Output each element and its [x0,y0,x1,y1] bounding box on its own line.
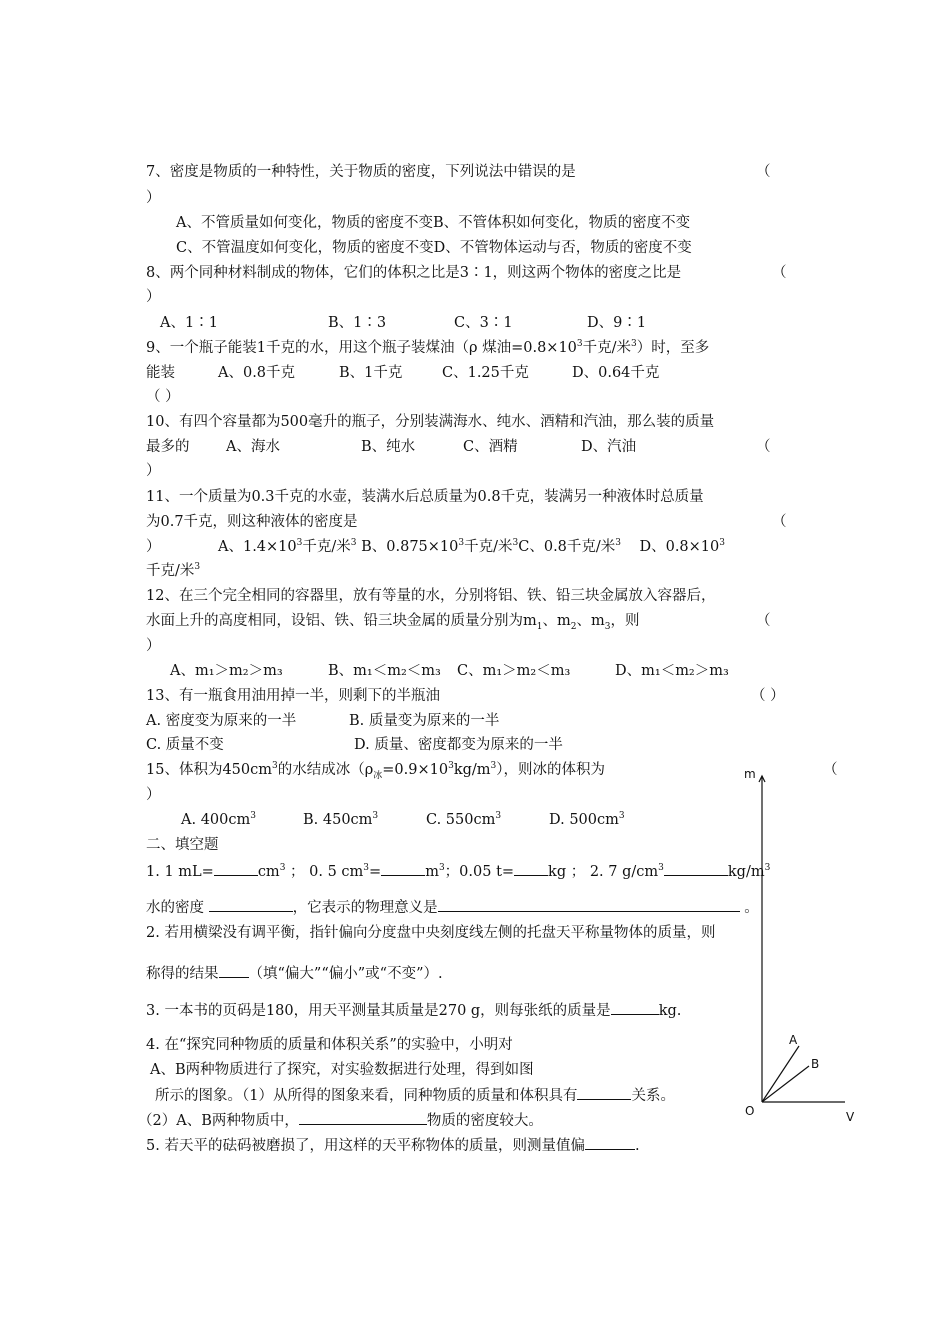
graph-label-b: B [811,1057,820,1071]
f3-blank[interactable] [611,1000,659,1015]
section-title: 二、填空题 [146,837,219,853]
q11-paren-open: （ [772,514,787,530]
q8-option-b: B、1∶3 [328,315,387,331]
q13-option-a: A. 密度变为原来的一半 [146,713,297,729]
f3-line: 3. 一本书的页码是180，用天平测量其质量是270 g，则每张纸的质量是 kg. [146,1000,681,1021]
q8-paren-open: （ [772,265,787,281]
q11-stem: 11、一个质量为0.3千克的水壶，装满水后总质量为0.8千克，装满另一种液体时总质量 [146,489,704,505]
q9-option-a: A、0.8千克 [218,365,296,381]
q13-paren: （ ） [751,688,785,704]
q12-option-d: D、m₁＜m₂＞m₃ [615,663,729,679]
q10-option-c: C、酒精 [463,439,518,455]
q13-stem: 13、有一瓶食用油用掉一半，则剩下的半瓶油 [146,688,440,704]
f1-blank-4[interactable] [664,861,728,876]
q8-option-a: A、1∶1 [160,315,218,331]
graph-y-label: m [744,767,756,781]
q12-option-b: B、m₁＜m₂＜m₃ [328,663,441,679]
graph-line-a [762,1046,799,1102]
f1-blank-density[interactable] [209,897,293,912]
q13-option-c: C. 质量不变 [146,737,224,753]
q15-stem: 15、体积为$450cm^3$的水结成冰$(\rho_冰=0.9\times 10^3kg/m^3)$，则冰的体积为 [146,761,606,781]
q9-line2-lead: 能装 [146,365,175,381]
graph-line-b [762,1066,809,1102]
f2-line2: 称得的结果 （填“偏大”“偏小”或“不变”）. [146,963,443,984]
q7-options-cd: C、不管温度如何变化，物质的密度不变D、不管物体运动与否，物质的密度不变 [176,240,692,256]
f4-line2: A、B两种物质进行了探究，对实验数据进行处理，得到如图 [150,1062,534,1078]
f1-blank-2[interactable] [381,861,425,876]
q15-option-a: A. $400cm^3$ [181,811,256,828]
q10-option-b: B、纯水 [361,439,416,455]
q7-options-ab: A、不管质量如何变化，物质的密度不变B、不管体积如何变化，物质的密度不变 [176,215,691,231]
q12-option-a: A、m₁＞m₂＞m₃ [170,663,283,679]
q12-option-c: C、m₁＞m₂＜m₃ [457,663,571,679]
q10-paren-close: ） [146,463,161,479]
q13-option-b: B. 质量变为原来的一半 [349,713,500,729]
f4-line4: （2）A、B两种物质中， 物质的密度较大。 [138,1110,543,1131]
f2-blank[interactable] [219,963,249,978]
q15-option-b: B. $450cm^3$ [303,811,379,828]
q10-option-d: D、汽油 [581,439,637,455]
q9-stem: 9、一个瓶子能装1千克的水，用这个瓶子装煤油（ρ 煤油$=0.8\times 10^3$千克/米$^3$）时，至多 [146,339,710,356]
q8-paren-close: ） [146,289,161,305]
q8-stem: 8、两个同种材料制成的物体，它们的体积之比是3∶1，则这两个物体的密度之比是 [146,265,682,281]
f2-line1: 2. 若用横梁没有调平衡，指针偏向分度盘中央刻度线左侧的托盘天平称量物体的质量，则 [146,925,716,941]
q10-line2-lead: 最多的 [146,439,190,455]
f1-blank-meaning[interactable] [438,897,740,912]
q11-paren-close: ） [146,539,161,555]
mass-volume-graph [742,766,862,1126]
q8-option-c: C、3∶1 [454,315,513,331]
q11-option-d-unit: 千克/米$^3$ [146,562,201,579]
q12-paren-close: ） [146,638,161,654]
q15-paren-open: （ [823,762,838,778]
q10-paren-open: （ [756,439,771,455]
graph-label-a: A [789,1033,798,1047]
q12-line2: 水面上升的高度相同，设铝、铁、铅三块金属的质量分别为$m_1$、$m_2$、$m_3$，则 [146,613,640,632]
q11-options: A、$1.4\times 10^3$千克/米$^3$ B、$0.875\times 10^3$千克/米$^3$C、0.8千克/米$^3$ D、$0.8\times 10^3$ [218,538,725,555]
q8-option-d: D、9∶1 [587,315,647,331]
q12-stem: 12、在三个完全相同的容器里，放有等量的水，分别将铝、铁、铅三块金属放入容器后， [146,588,716,604]
q15-paren-close: ） [146,787,161,803]
f5-blank[interactable] [585,1135,635,1150]
f1-blank-3[interactable] [514,861,548,876]
q9-option-b: B、1千克 [339,365,403,381]
q10-stem: 10、有四个容量都为500毫升的瓶子，分别装满海水、纯水、酒精和汽油，那么装的质量 [146,414,715,430]
q15-option-c: C. $550cm^3$ [426,811,502,828]
q9-option-c: C、1.25千克 [442,365,529,381]
f5-line: 5. 若天平的砝码被磨损了，用这样的天平称物体的质量，则测量值偏 . [146,1135,640,1156]
f1-blank-1[interactable] [214,861,258,876]
q10-option-a: A、海水 [226,439,280,455]
q7-paren-open: （ [756,164,771,180]
f4-line3: 所示的图象。（1）从所得的图象来看，同种物质的质量和体积具有 关系。 [155,1085,675,1106]
q13-option-d: D. 质量、密度都变为原来的一半 [354,737,563,753]
q12-paren-open: （ [756,613,771,629]
graph-origin: O [745,1104,755,1118]
q15-option-d: D. $500cm^3$ [549,811,625,828]
graph-x-label: V [846,1110,855,1124]
q9-option-d: D、0.64千克 [572,365,660,381]
q7-paren-close: ） [146,190,161,206]
q7-stem: 7、密度是物质的一种特性，关于物质的密度，下列说法中错误的是 [146,164,576,180]
f4-blank-2[interactable] [299,1110,427,1125]
q11-line2: 为0.7千克，则这种液体的密度是 [146,514,358,530]
f4-blank-1[interactable] [577,1085,631,1100]
f4-line1: 4. 在“探究同种物质的质量和体积关系”的实验中，小明对 [146,1037,513,1053]
q9-paren: （ ） [146,389,180,405]
f1-line1: 1. 1 $mL= cm^3$ ； 0. 5 $cm^3= m^3$；0.05 t= kg ； 2. 7 $g/cm^3$ $kg/m^3$ [146,861,770,882]
f1-line2: 水的密度 ，它表示的物理意义是 。 [146,897,759,918]
